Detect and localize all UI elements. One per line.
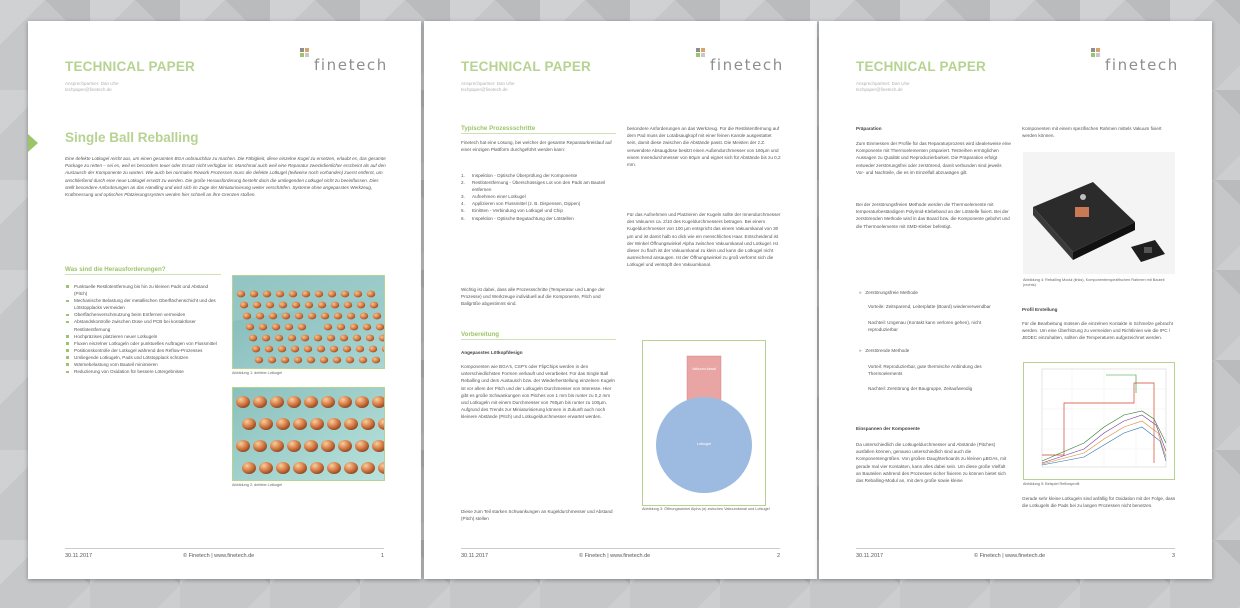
list-item: Mechanische Belastung der metallischen Oberflächenschicht und des Lötstopplacks vermeiden — [65, 297, 221, 311]
document-page-3 — [819, 21, 1212, 579]
preparation-heading: Vorbereitung — [461, 331, 616, 340]
figure-5-reflow-profile-chart — [1023, 362, 1175, 480]
list-item: 3. Aufnehmen einer Lotkugel — [461, 194, 526, 200]
method-2-con: Nachteil: Zerstörung der Baugruppe, Zeitaufwendig — [868, 386, 973, 391]
preparation-text: Zum Einmessen der Profile für das Reparaturprozess wird idealerweise eine Komponente mit Thermoelementen präpariert. Testreihen ermöglichen Aussagen zu Qualität und Reproduzierbarkeit. Die Präparation erfolgt entweder zerstörungsfrei oder zerstörend, damit verbunden sind jeweils Vor- und Nachteile, die es im Einzelfall abzuwägen gilt. — [856, 141, 1011, 175]
vacuum-channel-label: Vakuum-kanal — [692, 367, 716, 371]
list-item: Wärmebelastung vom Bauteil minimieren — [65, 361, 221, 368]
tool-design-heading: Angepasstes Lötkopfdesign — [461, 350, 523, 355]
header-title: TECHNICAL PAPER — [65, 59, 196, 74]
clamping-heading: Einspannen der Komponente — [856, 426, 920, 431]
figure-2-solder-balls-image — [232, 387, 385, 481]
list-item: 5. Einlöten - Verbindung von Lotkugel und Chip — [461, 208, 563, 214]
process-intro: Finetech hat eine Lösung, bei welcher der gesamte Reparaturkreislauf auf einer einzigen Plattform durchgeführt werden kann: — [461, 140, 612, 153]
figure-1-caption: Abbildung 1: defekte Lotkugel — [232, 371, 283, 375]
list-item: Abstandskontrolle zwischen Düse und PCB bei kontaktloser Restlotentfernung — [65, 318, 221, 332]
solder-ball-label: Lotkugel — [696, 442, 712, 446]
list-item: Fluxen einzelner Lotkugeln oder punktuelles Auftragen von Flussmittel — [65, 340, 221, 347]
figure-5-caption: Abbildung 5: Beispiel Reflowprofil — [1023, 482, 1080, 486]
document-page-2 — [424, 21, 817, 579]
page-footer: 30.11.2017 © Finetech | www.finetech.de 2 — [461, 548, 780, 563]
profile-text-2: Gerade sehr kleine Lotkugeln sind anfällig für Oxidation mit der Folge, dass die Lotkugeln die Pads bei zu langen Prozessen nicht benetzen. — [1022, 496, 1176, 509]
document-page-1 — [28, 21, 421, 579]
process-steps-heading: Typische Prozessschritte — [461, 125, 616, 134]
profile-heading: Profil Erstellung — [1022, 307, 1058, 312]
preparation-text-2: Bei der zerstörungsfreien Methode werden die Thermoelemente mit temperaturbeständigem Polyimid-Klebeband an der Lötstelle fixiert. Bei der zerstörenden Methode wird in das Board bzw. die Komponente gebohrt und die Thermoelemente mit SMD-Kleber befestigt. — [856, 202, 1010, 229]
finetech-logo: finetech — [300, 48, 400, 76]
clamping-text: Da unterschiedlich die Lotkugeldurchmesser und Abstände (Pitches) ausfallen können, genauso unterschiedlich sind auch die Komponentengrößen. Von großen Daughterboards zu kleinen µBGAs, mit gerade mal vier Kontakten, kann alles dabei sein. Um diese große Vielfalt an Bauteilen während des Prozesses sicher fixieren zu können bietet sich das Reballing-Modul an, mit dem große sowie kleine — [856, 442, 1007, 484]
list-item: 2. Restlotentfernung - Überschüssiges Lot von den Pads am Bauteil entfernen — [461, 180, 606, 193]
finetech-logo: finetech — [1091, 48, 1191, 76]
challenges-list — [65, 283, 221, 375]
list-item: 1. Inspektion - Optische Überprüfung der Komponente — [461, 173, 578, 178]
preparation-heading: Präparation — [856, 126, 882, 131]
challenges-heading: Was sind die Herausforderungen? — [65, 266, 221, 275]
method-1: » Zerstörungsfreie Methode — [859, 290, 918, 295]
col2-paragraph-1: besondere Anforderungen an das Werkzeug. Für die Restlotentfernung auf dem Pad muss der Lotabsaugkopf mit einer feinen Kanüle ausgestattet sein, damit diese zwischen die Abstände passt. Die Meisten der z.Z. verwendete Absaugdüse besitzt einen Außendurchmesser von 160µm und einem Innendurchmesser von 60µm und eignet sich für Abstände bis zu 0,2 mm. — [627, 126, 781, 168]
figure-4-caption: Abbildung 4: Reballing Modul (links), Komponentenspezifischen Rahmen mit Bauteil (rechts) — [1023, 278, 1165, 287]
header-title: TECHNICAL PAPER — [856, 59, 987, 74]
finetech-logo: finetech — [696, 48, 796, 76]
figure-3-caption: Abbildung 3: Öffnungswinkel Alpha (α) zwischen Vakuumkanal und Lotkugel — [642, 507, 770, 511]
tool-design-text-2: Diese zum Teil starken Schwankungen an Kugeldurchmesser und Abstand (Pitch) stellen — [461, 509, 613, 522]
profile-text: Für die Bearbeitung müssen die einzelnen Kontakte in Schmelze gebracht werden. Um eine Überhitzung zu vermeiden und Richtlinien wie die IPC / JEDEC einzuhalten, sollten die Temperaturen aufgezeichnet werden. — [1022, 321, 1173, 341]
method-2-pro: Vorteil: Reproduzierbar, gute thermische Anbindung des Thermoelements — [868, 364, 982, 377]
figure-3-diagram — [642, 340, 766, 506]
method-1-pro: Vorteile: Zeitsparend, Leiterplatte (Board) wiederverwendbar — [868, 304, 991, 309]
list-item: Positionskontrolle der Lotkugel während des Reflow-Prozesses — [65, 347, 221, 354]
right-paragraph-1: Komponenten mit einem spezifischen Rahmen mittels Vakuum fixiert werden können. — [1022, 126, 1162, 139]
list-item: Oberflächenverschmutzung beim Entfernen vermeiden — [65, 311, 221, 318]
list-item: 6. Inspektion - Optische Begutachtung der Lötstellen — [461, 215, 574, 221]
list-item: Hochpräzises platzieren neuer Lotkugeln — [65, 333, 221, 340]
page-footer: 30.11.2017 © Finetech | www.finetech.de 3 — [856, 548, 1175, 563]
method-1-con: Nachteil: Ungenau (Kontakt kann verloren gehen), nicht reproduzierbar — [868, 320, 982, 333]
section-arrow-marker — [28, 134, 38, 152]
process-steps-list — [461, 172, 616, 222]
figure-2-caption: Abbildung 2: defekte Lotkugel — [232, 483, 283, 487]
page-title: Single Ball Reballing — [65, 130, 199, 145]
method-2: » Zerstörende Methode — [859, 348, 910, 353]
col2-paragraph-2: Für das Aufnehmen und Platzieren der Kugeln sollte der Innendurchmesser des Vakuums ca. 2/10 des Kugeldurchmessers betragen. Bei einem Kugeldurchmesser von 100 µm entspricht das einem Vakuumkanal von 30 µm und ist damit halb so dick wie ein menschliches Haar. Entscheidend ist der Winkel Öffnungswinkel Alpha zwischen Vakuumkanal und Lotkugel. Ist dieser zu flach ist der Vakuumkanal zu klein und kann die Lotkugel nicht ausreichend ansaugen. Ist der Öffnungswinkel zu groß verformt sich die Lotkugel und verstopft den Vakuumkanal. — [627, 212, 781, 268]
figure-1-solder-balls-image — [232, 275, 385, 369]
contact-info: Ansprechpartner: Dan Uhe techpaper@finetech.de — [461, 81, 515, 92]
page-footer: 30.11.2017 © Finetech | www.finetech.de 1 — [65, 548, 384, 563]
process-note: Wichtig ist dabei, dass alle Prozessschritte (Temperatur und Länge der Prozesse) und Werkzeuge individuell auf die Komponente, Pitch und Ballgröße abgestimmt sind. — [461, 287, 605, 307]
contact-info: Ansprechpartner: Dan Uhe techpaper@finetech.de — [856, 81, 910, 92]
intro-paragraph: Eine defekte Lotkugel reicht aus, um einen gesamten BGA unbrauchbar zu machen. Die Fähigkeit, diese einzelne Kugel zu ersetzen, erlaubt es, das gesamte Package zu retten – sei es, weil es besonders teuer oder Ersatz nicht verfügbar ist. Manchmal auch weil eine Reparatur zweckdienlicher erscheint als auf den Austausch der Komponente zu warten. Wie auch bei normalen Rework Prozessen muss die defekte Lotkugel (teilweise noch vorhanden) zuerst entfernt, um anschließend durch eine neue Lotkugel ersetzt zu werden. Die große Herausforderung besteht darin die umliegenden Lotkugel nicht zu beeinflussen. Dies stellt besondere Anforderungen an das Handling und wird sich im Zuge der Miniaturisierung weiter verschärfen. Systeme ohne angepasstes Werkzeug, Kraftmessung und optisches Platzierungssystem werden hier schnell an ihre Grenzen stoßen. — [65, 156, 386, 198]
tool-design-text: Komponenten wie BGA's, CSP's oder FlipChips werden in den unterschiedlichsten Formen verkauft und verarbeitet. Für das Single Ball Reballing und dem Austausch bzw. der Wiederherstellung einzelnen Kugeln ist vor allem der Pitch und der Lotkugeln Durchmesser von Interesse. Hier gibt es große Schwankungen von Pitches von 1 mm bis runter zu 0,2 mm und Lotkugeln mit einem Durchmesser von 760µm bis runter zu 100µm. Aufgrund des Trends zur Miniaturisierung können in Zukunft auch noch kleinere Abstände (Pitch) und Lotkugeldurchmesser erwartet werden. — [461, 364, 615, 420]
list-item: Punktuelle Restlotentfernung bis hin zu kleinen Pads und Abstand (Pitch) — [65, 283, 221, 297]
list-item: Reduzierung von Oxidation für bessere Lötergebnisse — [65, 368, 221, 375]
list-item: Umliegende Lotkugeln, Pads und Lötstopplack schützen — [65, 354, 221, 361]
header-title: TECHNICAL PAPER — [461, 59, 592, 74]
contact-info: Ansprechpartner: Dan Uhe techpaper@finetech.de — [65, 81, 119, 92]
list-item: 4. Applizieren von Flussmittel (z. B. Dispensen, Dippen) — [461, 201, 581, 207]
figure-4-reballing-module-photo — [1023, 152, 1175, 274]
